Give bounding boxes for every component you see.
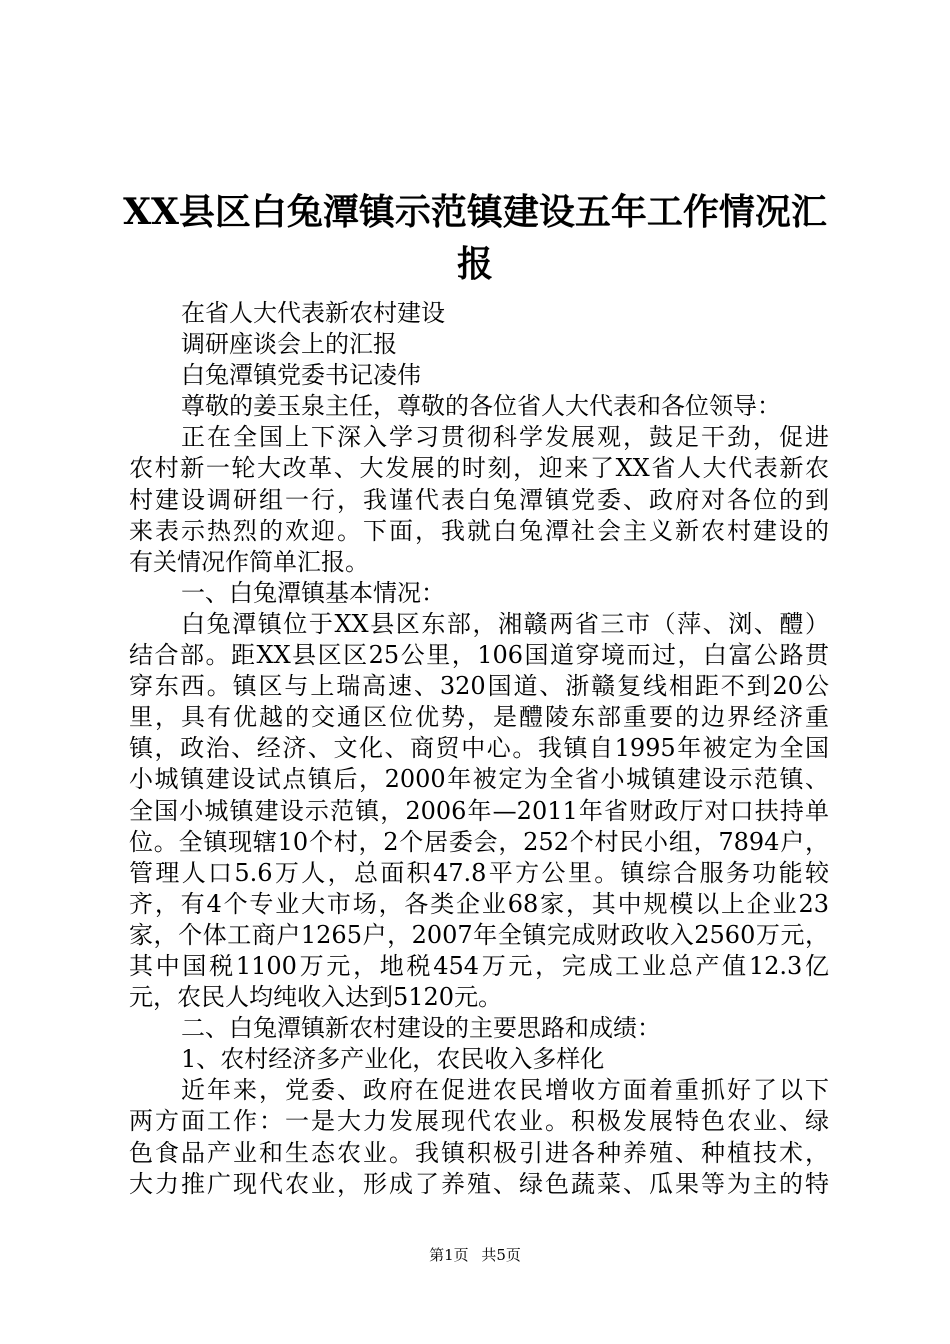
body-line: 两方面工作：一是大力发展现代农业。积极发展特色农业、绿 [129,1107,829,1136]
page-number: 第1页 [429,1246,469,1264]
body-line: 镇，政治、经济、文化、商贸中心。我镇自1995年被定为全国 [129,734,829,763]
body-line: 位。全镇现辖10个村，2个居委会，252个村民小组，7894户， [129,827,829,856]
body-line: 1、农村经济多产业化，农民收入多样化 [181,1045,605,1074]
body-line: 有关情况作简单汇报。 [129,547,369,576]
body-line: 其中国税1100万元，地税454万元，完成工业总产值12.3亿 [129,951,829,980]
body-line: 白兔潭镇位于XX县区东部，湘赣两省三市（萍、浏、醴） [181,609,829,638]
body-line: 白兔潭镇党委书记凌伟 [181,361,421,390]
document-body [129,298,829,1200]
body-line: 穿东西。镇区与上瑞高速、320国道、浙赣复线相距不到20公 [129,672,829,701]
body-line: 二、白兔潭镇新农村建设的主要思路和成绩： [181,1014,661,1043]
body-line: 里，具有优越的交通区位优势，是醴陵东部重要的边界经济重 [129,703,829,732]
body-line: 正在全国上下深入学习贯彻科学发展观，鼓足干劲，促进 [181,423,829,452]
body-line: 齐，有4个专业大市场，各类企业68家，其中规模以上企业23 [129,889,829,918]
body-line: 尊敬的姜玉泉主任，尊敬的各位省人大代表和各位领导： [181,392,781,421]
document-title-line-2: 报 [456,243,493,285]
body-line: 小城镇建设试点镇后，2000年被定为全省小城镇建设示范镇、 [129,765,829,794]
body-line: 农村新一轮大改革、大发展的时刻，迎来了XX省人大代表新农 [129,454,829,483]
body-line: 一、白兔潭镇基本情况： [181,578,445,607]
body-line: 结合部。距XX县区区25公里，106国道穿境而过，白富公路贯 [129,641,829,670]
page-footer [0,1245,950,1265]
body-line: 大力推广现代农业，形成了养殖、绿色蔬菜、瓜果等为主的特 [129,1169,829,1198]
page-total: 共5页 [481,1246,521,1264]
document-title-line-1: XX县区白兔潭镇示范镇建设五年工作情况汇 [123,191,827,233]
body-line: 在省人大代表新农村建设 [181,299,445,327]
body-line: 全国小城镇建设示范镇，2006年—2011年省财政厅对口扶持单 [129,796,829,825]
body-line: 元，农民人均纯收入达到5120元。 [129,983,503,1012]
body-line: 管理人口5.6万人，总面积47.8平方公里。镇综合服务功能较 [129,858,829,887]
body-line: 调研座谈会上的汇报 [181,330,397,359]
body-line: 家，个体工商户1265户，2007年全镇完成财政收入2560万元， [129,920,829,949]
body-line: 来表示热烈的欢迎。下面，我就白兔潭社会主义新农村建设的 [129,516,829,545]
body-line: 近年来，党委、政府在促进农民增收方面着重抓好了以下 [181,1076,829,1105]
body-line: 色食品产业和生态农业。我镇积极引进各种养殖、种植技术， [129,1138,829,1167]
body-line: 村建设调研组一行，我谨代表白兔潭镇党委、政府对各位的到 [129,485,829,514]
